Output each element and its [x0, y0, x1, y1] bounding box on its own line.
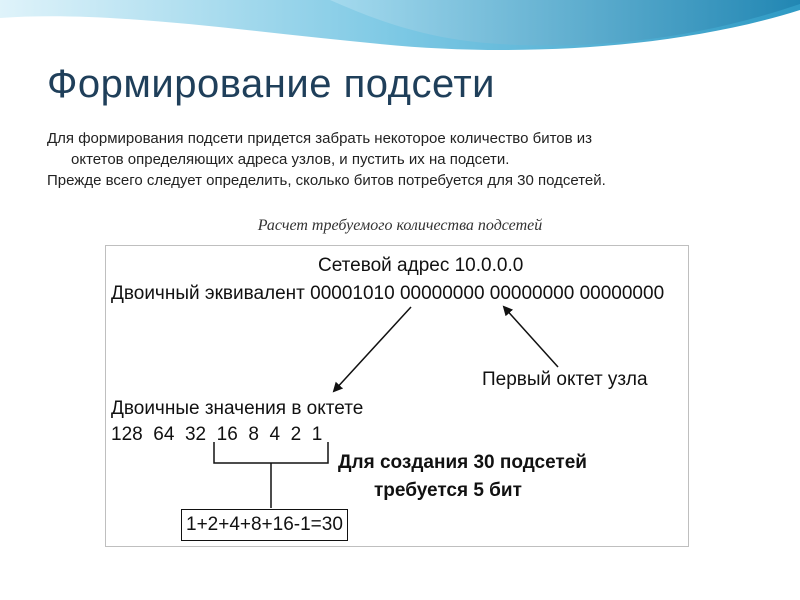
octet-weights: 128 64 32 16 8 4 2 1 [111, 424, 323, 445]
intro-paragraph [47, 128, 763, 170]
formula-box: 1+2+4+8+16-1=30 [181, 509, 348, 541]
intro-paragraph-line-1: Для формирования подсети придется забрать некоторое количество битов из [47, 130, 593, 147]
octet-binary-values-label: Двоичные значения в октете [111, 398, 364, 419]
slide-title: Формирование подсети [47, 62, 496, 106]
arrow-to-octet-values [334, 307, 411, 391]
first-host-octet-label: Первый октет узла [482, 369, 648, 390]
requirement-paragraph: Прежде всего следует определить, сколько битов потребуется для 30 подсетей. [47, 172, 606, 189]
arrow-to-first-host-octet [504, 307, 558, 367]
figure-caption: Расчет требуемого количества подсетей [257, 217, 543, 234]
binary-equivalent-label: Двоичный эквивалент 00001010 00000000 00000000 00000000 [111, 283, 665, 304]
subnet-calculation-figure [105, 245, 689, 547]
network-address-label: Сетевой адрес 10.0.0.0 [318, 255, 524, 276]
subnets-note: Для создания 30 подсетей [338, 452, 587, 473]
intro-paragraph-line-2: октетов определяющих адреса узлов, и пустить их на подсети. [71, 151, 510, 168]
bits-required-note: требуется 5 бит [374, 480, 522, 501]
